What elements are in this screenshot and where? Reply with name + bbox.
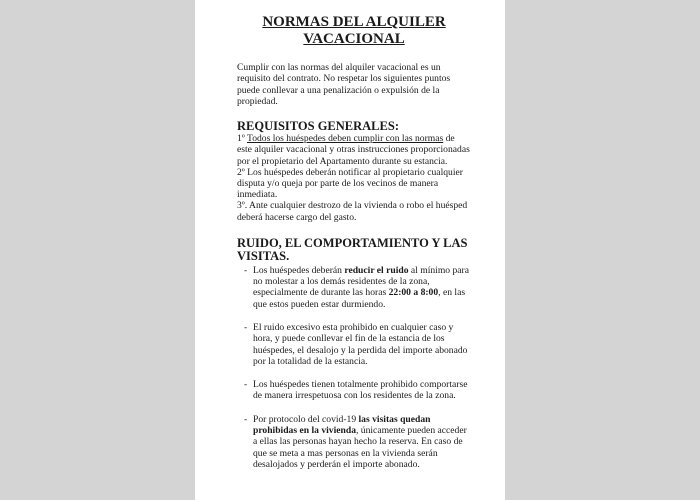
list-item — [237, 265, 471, 310]
section-heading-requisitos: REQUISITOS GENERALES: — [237, 119, 399, 134]
bullet-dash: - — [244, 379, 248, 391]
requisito-item-2: 2º Los huéspedes deberán notificar al propietario cualquier disputa y/o queja por parte de los vecinos de manera inmediata. — [237, 166, 463, 201]
bullet-text: , únicamente pueden acceder a ellas las personas hayan hecho la reserva. En caso de que se meta a mas personas en la vivienda serán desalojados y perderán el importe abonado. — [253, 425, 467, 470]
bullet-text: Los huéspedes deberán — [253, 264, 345, 276]
right-margin — [505, 0, 700, 500]
document-page — [195, 0, 505, 500]
bullet-dash: - — [244, 264, 248, 276]
requisito-1-underlined: Todos los huéspedes deben cumplir con las normas — [247, 133, 444, 145]
bullet-text: Por protocolo del covid-19 — [253, 413, 359, 425]
requisito-item-3: 3º. Ante cualquier destrozo de la vivienda o robo el huésped deberá hacerse cargo del gasto. — [237, 200, 468, 223]
ruido-list — [237, 265, 471, 470]
list-item — [237, 379, 471, 402]
bullet-dash: - — [244, 413, 248, 425]
intro-paragraph: Cumplir con las normas del alquiler vacacional es un requisito del contrato. No respetar los siguientes puntos puede conllevar a una penalización o expulsión de la propiedad. — [237, 62, 451, 107]
document-title: NORMAS DEL ALQUILER VACACIONAL — [262, 14, 446, 47]
requisito-1-prefix: 1º — [237, 133, 247, 145]
list-item — [237, 414, 471, 470]
bullet-text: Los huéspedes tienen totalmente prohibido comportarse de manera irrespetuosa con los residentes de la zona. — [253, 379, 468, 402]
list-item — [237, 322, 471, 367]
section-heading-ruido: RUIDO, EL COMPORTAMIENTO Y LAS VISITAS. — [237, 235, 468, 263]
bullet-text: al mínimo para no molestar a los demás residentes de la zona, especialmente de durante las horas — [253, 264, 469, 299]
requisito-1-rest: de este alquiler vacacional y otras instrucciones proporcionadas por el propietario del Apartamento durante su estancia. — [237, 133, 470, 167]
bullet-dash: - — [244, 322, 248, 333]
bullet-bold-text: 22:00 a 8:00 — [388, 287, 439, 299]
document-content — [237, 14, 471, 482]
requisito-item-1 — [237, 133, 471, 167]
bullet-text: El ruido excesivo esta prohibido en cualquier caso y hora, y puede conllevar el fin de la estancia de los huéspedes, el desalojo y la perdida del importe abonado por la totalidad de la estancia. — [253, 322, 468, 367]
bullet-bold-text: reducir el ruido — [344, 264, 409, 276]
bullet-text: , en las que estos pueden estar durmiendo. — [253, 287, 466, 310]
bullet-bold-text: las visitas quedan prohibidas en la vivienda — [253, 413, 431, 437]
left-margin — [0, 0, 195, 500]
